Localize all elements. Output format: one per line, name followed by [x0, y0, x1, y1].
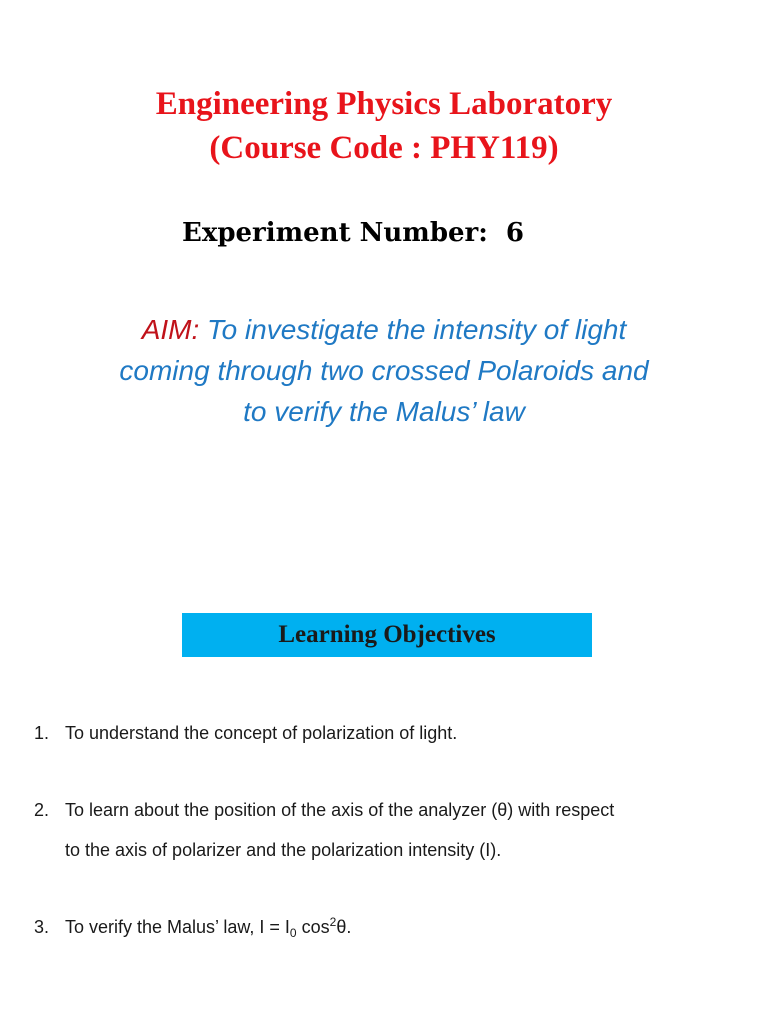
page-title-line1: Engineering Physics Laboratory	[155, 86, 613, 122]
objective-text-line2: to the axis of polarizer and the polarization intensity (I).	[65, 840, 502, 860]
objective-number: 3.	[34, 917, 50, 937]
experiment-number: Experiment Number: 6	[182, 218, 525, 248]
course-code: (Course Code : PHY119)	[209, 130, 559, 166]
aim-statement	[20, 309, 748, 432]
objective-text: To understand the concept of polarization of light.	[65, 723, 458, 743]
objective-item-1	[34, 713, 457, 753]
malus-law-superscript: 2	[329, 915, 337, 929]
objective-number: 2.	[34, 800, 50, 820]
aim-line-3: to verify the Malus’ law	[243, 396, 525, 427]
objective-number: 1.	[34, 723, 50, 743]
objective-item-2	[34, 790, 614, 870]
malus-law-prefix: To verify the Malus’ law, I = I	[65, 917, 290, 937]
malus-law-subscript: 0	[289, 926, 297, 940]
malus-law-suffix: θ.	[336, 917, 352, 937]
malus-law-cos: cos	[296, 917, 330, 937]
objective-item-3	[34, 907, 351, 947]
aim-line-1: To investigate the intensity of light	[207, 314, 627, 345]
learning-objectives-header	[182, 613, 592, 657]
aim-label: AIM:	[141, 314, 200, 345]
objective-text-line1: To learn about the position of the axis of the analyzer (θ) with respect	[65, 800, 615, 820]
objective-text	[65, 907, 351, 947]
aim-line-2: coming through two crossed Polaroids and	[119, 355, 649, 386]
learning-objectives-title: Learning Objectives	[278, 621, 496, 648]
